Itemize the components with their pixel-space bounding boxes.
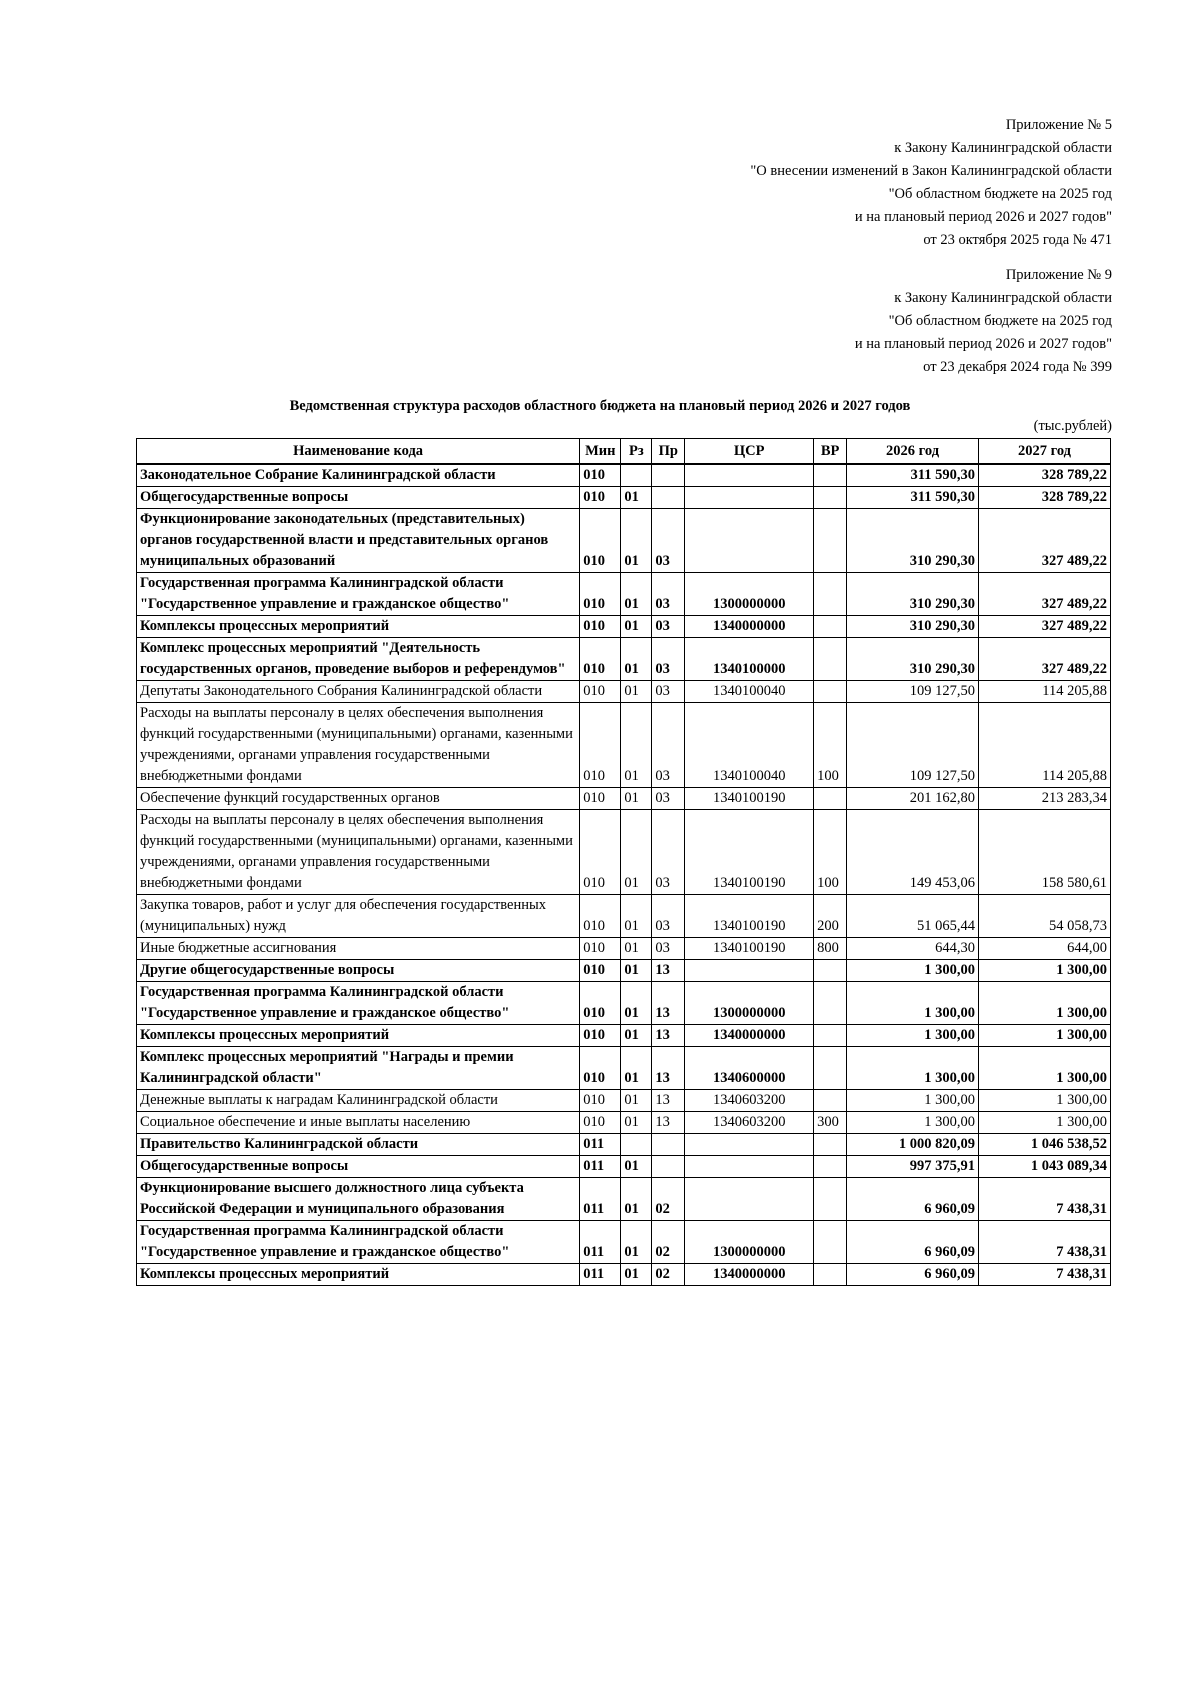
cell-min: 011	[580, 1221, 621, 1264]
cell-vr	[814, 1090, 847, 1112]
cell-2027: 327 489,22	[979, 509, 1111, 573]
cell-csr: 1300000000	[685, 1221, 814, 1264]
cell-2027: 7 438,31	[979, 1221, 1111, 1264]
cell-2026: 1 300,00	[847, 982, 979, 1025]
cell-name: Комплексы процессных мероприятий	[137, 1264, 580, 1286]
cell-vr	[814, 681, 847, 703]
cell-rz: 01	[621, 1221, 652, 1264]
cell-min: 010	[580, 1090, 621, 1112]
cell-vr	[814, 1178, 847, 1221]
cell-vr	[814, 616, 847, 638]
cell-vr	[814, 509, 847, 573]
table-row	[137, 1156, 1111, 1178]
table-row	[137, 1047, 1111, 1090]
cell-vr	[814, 1134, 847, 1156]
cell-2027: 1 300,00	[979, 982, 1111, 1025]
cell-name: Общегосударственные вопросы	[137, 1156, 580, 1178]
cell-csr	[685, 1134, 814, 1156]
table-row	[137, 1264, 1111, 1286]
header-min: Мин	[580, 439, 621, 465]
cell-csr	[685, 1178, 814, 1221]
header-rz: Рз	[621, 439, 652, 465]
cell-vr: 300	[814, 1112, 847, 1134]
cell-2026: 310 290,30	[847, 509, 979, 573]
table-header-row	[137, 439, 1111, 465]
cell-2027: 327 489,22	[979, 616, 1111, 638]
cell-2026: 310 290,30	[847, 616, 979, 638]
cell-vr: 100	[814, 703, 847, 788]
cell-vr	[814, 464, 847, 487]
cell-csr: 1340100190	[685, 895, 814, 938]
cell-pr: 03	[652, 638, 685, 681]
header-vr: ВР	[814, 439, 847, 465]
cell-2027: 1 300,00	[979, 960, 1111, 982]
table-row	[137, 703, 1111, 788]
cell-rz: 01	[621, 1156, 652, 1178]
table-row	[137, 810, 1111, 895]
cell-csr: 1300000000	[685, 982, 814, 1025]
cell-rz: 01	[621, 1264, 652, 1286]
table-row	[137, 573, 1111, 616]
cell-min: 010	[580, 638, 621, 681]
cell-vr: 800	[814, 938, 847, 960]
cell-pr: 03	[652, 616, 685, 638]
cell-2026: 201 162,80	[847, 788, 979, 810]
cell-2026: 1 000 820,09	[847, 1134, 979, 1156]
cell-rz: 01	[621, 982, 652, 1025]
cell-rz: 01	[621, 509, 652, 573]
header-2027: 2027 год	[979, 439, 1111, 465]
cell-rz: 01	[621, 938, 652, 960]
cell-min: 010	[580, 810, 621, 895]
cell-name: Государственная программа Калининградской области "Государственное управление и гражданское общество"	[137, 573, 580, 616]
preamble-line: "О внесении изменений в Закон Калининградской области	[750, 163, 1112, 179]
preamble-line: и на плановый период 2026 и 2027 годов"	[854, 209, 1112, 225]
cell-2026: 1 300,00	[847, 1025, 979, 1047]
cell-pr: 13	[652, 1047, 685, 1090]
cell-rz: 01	[621, 1178, 652, 1221]
table-row	[137, 509, 1111, 573]
cell-vr: 100	[814, 810, 847, 895]
cell-2027: 1 043 089,34	[979, 1156, 1111, 1178]
cell-2026: 149 453,06	[847, 810, 979, 895]
table-row	[137, 638, 1111, 681]
cell-pr: 03	[652, 573, 685, 616]
preamble-line: от 23 октября 2025 года № 471	[923, 232, 1112, 248]
budget-table	[136, 438, 1111, 1286]
table-row	[137, 938, 1111, 960]
table-row	[137, 1178, 1111, 1221]
cell-2026: 1 300,00	[847, 1090, 979, 1112]
preamble-line: и на плановый период 2026 и 2027 годов"	[854, 336, 1112, 352]
cell-csr: 1340000000	[685, 1025, 814, 1047]
cell-rz: 01	[621, 895, 652, 938]
cell-vr	[814, 1025, 847, 1047]
cell-rz: 01	[621, 788, 652, 810]
cell-min: 010	[580, 616, 621, 638]
cell-pr: 03	[652, 895, 685, 938]
table-body	[137, 464, 1111, 1286]
cell-pr: 13	[652, 960, 685, 982]
cell-csr: 1340100190	[685, 938, 814, 960]
cell-csr: 1340603200	[685, 1112, 814, 1134]
cell-pr: 03	[652, 788, 685, 810]
cell-rz	[621, 464, 652, 487]
cell-pr: 03	[652, 681, 685, 703]
cell-rz: 01	[621, 638, 652, 681]
cell-csr: 1340100000	[685, 638, 814, 681]
cell-name: Другие общегосударственные вопросы	[137, 960, 580, 982]
cell-csr: 1340100190	[685, 788, 814, 810]
cell-rz: 01	[621, 1090, 652, 1112]
cell-rz	[621, 1134, 652, 1156]
cell-min: 010	[580, 960, 621, 982]
cell-min: 011	[580, 1134, 621, 1156]
cell-name: Обеспечение функций государственных органов	[137, 788, 580, 810]
cell-2027: 1 300,00	[979, 1090, 1111, 1112]
cell-pr: 13	[652, 982, 685, 1025]
cell-2026: 310 290,30	[847, 638, 979, 681]
cell-csr	[685, 1156, 814, 1178]
cell-pr: 02	[652, 1264, 685, 1286]
cell-2026: 6 960,09	[847, 1264, 979, 1286]
cell-pr: 02	[652, 1178, 685, 1221]
cell-2026: 109 127,50	[847, 681, 979, 703]
preamble-line: от 23 декабря 2024 года № 399	[923, 359, 1112, 375]
cell-min: 011	[580, 1156, 621, 1178]
cell-vr	[814, 638, 847, 681]
cell-pr: 13	[652, 1025, 685, 1047]
cell-csr: 1340000000	[685, 1264, 814, 1286]
cell-name: Государственная программа Калининградской области "Государственное управление и гражданское общество"	[137, 1221, 580, 1264]
cell-name: Государственная программа Калининградской области "Государственное управление и гражданское общество"	[137, 982, 580, 1025]
cell-pr	[652, 1156, 685, 1178]
cell-2027: 114 205,88	[979, 681, 1111, 703]
cell-2026: 1 300,00	[847, 1112, 979, 1134]
cell-csr: 1340000000	[685, 616, 814, 638]
table-row	[137, 960, 1111, 982]
table-row	[137, 616, 1111, 638]
cell-name: Комплекс процессных мероприятий "Награды и премии Калининградской области"	[137, 1047, 580, 1090]
table-row	[137, 1090, 1111, 1112]
cell-csr	[685, 487, 814, 509]
cell-pr: 13	[652, 1090, 685, 1112]
table-row	[137, 788, 1111, 810]
cell-rz: 01	[621, 1047, 652, 1090]
cell-rz: 01	[621, 1112, 652, 1134]
cell-2026: 310 290,30	[847, 573, 979, 616]
cell-min: 010	[580, 1112, 621, 1134]
cell-pr	[652, 1134, 685, 1156]
cell-vr	[814, 1047, 847, 1090]
cell-csr: 1300000000	[685, 573, 814, 616]
preamble-line: к Закону Калининградской области	[894, 290, 1112, 306]
cell-vr	[814, 960, 847, 982]
cell-csr: 1340100040	[685, 681, 814, 703]
cell-name: Расходы на выплаты персоналу в целях обеспечения выполнения функций государственными (муниципальными) органами, казенными учреждениями, органами управления государственными внебюджетными фондами	[137, 810, 580, 895]
cell-min: 010	[580, 573, 621, 616]
cell-2027: 158 580,61	[979, 810, 1111, 895]
cell-pr: 03	[652, 703, 685, 788]
cell-csr: 1340603200	[685, 1090, 814, 1112]
cell-2026: 997 375,91	[847, 1156, 979, 1178]
cell-name: Комплекс процессных мероприятий "Деятельность государственных органов, проведение выборов и референдумов"	[137, 638, 580, 681]
cell-min: 010	[580, 703, 621, 788]
cell-min: 010	[580, 938, 621, 960]
table-row	[137, 487, 1111, 509]
preamble-line: к Закону Калининградской области	[894, 140, 1112, 156]
cell-min: 010	[580, 464, 621, 487]
cell-min: 010	[580, 1025, 621, 1047]
table-row	[137, 1025, 1111, 1047]
cell-csr	[685, 960, 814, 982]
cell-min: 010	[580, 681, 621, 703]
cell-min: 010	[580, 982, 621, 1025]
cell-vr: 200	[814, 895, 847, 938]
cell-vr	[814, 487, 847, 509]
cell-2026: 311 590,30	[847, 464, 979, 487]
cell-vr	[814, 1156, 847, 1178]
cell-vr	[814, 1221, 847, 1264]
cell-2027: 328 789,22	[979, 464, 1111, 487]
preamble-line: Приложение № 9	[1005, 267, 1112, 283]
cell-2027: 1 046 538,52	[979, 1134, 1111, 1156]
cell-2027: 327 489,22	[979, 573, 1111, 616]
table-row	[137, 982, 1111, 1025]
cell-2027: 7 438,31	[979, 1178, 1111, 1221]
cell-name: Денежные выплаты к наградам Калининградской области	[137, 1090, 580, 1112]
cell-name: Комплексы процессных мероприятий	[137, 1025, 580, 1047]
cell-name: Правительство Калининградской области	[137, 1134, 580, 1156]
header-2026: 2026 год	[847, 439, 979, 465]
cell-min: 010	[580, 788, 621, 810]
cell-name: Закупка товаров, работ и услуг для обеспечения государственных (муниципальных) нужд	[137, 895, 580, 938]
preamble-line: "Об областном бюджете на 2025 год	[888, 186, 1112, 202]
cell-2027: 213 283,34	[979, 788, 1111, 810]
preamble-line: Приложение № 5	[1005, 117, 1112, 133]
cell-2026: 109 127,50	[847, 703, 979, 788]
cell-2026: 644,30	[847, 938, 979, 960]
cell-vr	[814, 982, 847, 1025]
cell-pr: 13	[652, 1112, 685, 1134]
cell-min: 010	[580, 509, 621, 573]
appendix-9-header	[855, 264, 1112, 379]
cell-min: 011	[580, 1178, 621, 1221]
cell-rz: 01	[621, 487, 652, 509]
cell-2027: 1 300,00	[979, 1112, 1111, 1134]
header-pr: Пр	[652, 439, 685, 465]
cell-csr	[685, 464, 814, 487]
cell-vr	[814, 1264, 847, 1286]
cell-name: Депутаты Законодательного Собрания Калининградской области	[137, 681, 580, 703]
cell-name: Функционирование законодательных (представительных) органов государственной власти и представительных органов муниципальных образований	[137, 509, 580, 573]
cell-pr: 03	[652, 509, 685, 573]
cell-name: Комплексы процессных мероприятий	[137, 616, 580, 638]
cell-rz: 01	[621, 960, 652, 982]
header-name: Наименование кода	[137, 439, 580, 465]
cell-pr	[652, 464, 685, 487]
cell-pr: 02	[652, 1221, 685, 1264]
cell-2027: 1 300,00	[979, 1025, 1111, 1047]
table-row	[137, 1112, 1111, 1134]
cell-2026: 311 590,30	[847, 487, 979, 509]
cell-vr	[814, 788, 847, 810]
unit-note: (тыс.рублей)	[1033, 418, 1112, 434]
header-csr: ЦСР	[685, 439, 814, 465]
table-row	[137, 1221, 1111, 1264]
cell-rz: 01	[621, 573, 652, 616]
cell-rz: 01	[621, 703, 652, 788]
cell-rz: 01	[621, 681, 652, 703]
cell-name: Иные бюджетные ассигнования	[137, 938, 580, 960]
cell-2027: 644,00	[979, 938, 1111, 960]
cell-2027: 1 300,00	[979, 1047, 1111, 1090]
cell-2027: 7 438,31	[979, 1264, 1111, 1286]
appendix-5-header	[750, 114, 1112, 252]
cell-2026: 1 300,00	[847, 1047, 979, 1090]
cell-rz: 01	[621, 616, 652, 638]
cell-pr: 03	[652, 938, 685, 960]
cell-pr: 03	[652, 810, 685, 895]
cell-min: 010	[580, 1047, 621, 1090]
cell-2027: 54 058,73	[979, 895, 1111, 938]
cell-2026: 6 960,09	[847, 1221, 979, 1264]
cell-2026: 51 065,44	[847, 895, 979, 938]
cell-rz: 01	[621, 810, 652, 895]
table-row	[137, 464, 1111, 487]
cell-csr: 1340100040	[685, 703, 814, 788]
cell-name: Расходы на выплаты персоналу в целях обеспечения выполнения функций государственными (муниципальными) органами, казенными учреждениями, органами управления государственными внебюджетными фондами	[137, 703, 580, 788]
cell-min: 010	[580, 487, 621, 509]
cell-pr	[652, 487, 685, 509]
cell-rz: 01	[621, 1025, 652, 1047]
table-row	[137, 1134, 1111, 1156]
preamble-line: "Об областном бюджете на 2025 год	[888, 313, 1112, 329]
cell-vr	[814, 573, 847, 616]
cell-name: Функционирование высшего должностного лица субъекта Российской Федерации и муниципального образования	[137, 1178, 580, 1221]
cell-2026: 1 300,00	[847, 960, 979, 982]
cell-2026: 6 960,09	[847, 1178, 979, 1221]
cell-min: 010	[580, 895, 621, 938]
cell-csr: 1340600000	[685, 1047, 814, 1090]
document-title: Ведомственная структура расходов областного бюджета на плановый период 2026 и 2027 годов	[289, 398, 911, 414]
cell-2027: 327 489,22	[979, 638, 1111, 681]
cell-min: 011	[580, 1264, 621, 1286]
cell-name: Социальное обеспечение и иные выплаты населению	[137, 1112, 580, 1134]
cell-csr	[685, 509, 814, 573]
cell-2027: 114 205,88	[979, 703, 1111, 788]
cell-name: Законодательное Собрание Калининградской области	[137, 464, 580, 487]
cell-2027: 328 789,22	[979, 487, 1111, 509]
cell-csr: 1340100190	[685, 810, 814, 895]
table-row	[137, 895, 1111, 938]
table-row	[137, 681, 1111, 703]
cell-name: Общегосударственные вопросы	[137, 487, 580, 509]
